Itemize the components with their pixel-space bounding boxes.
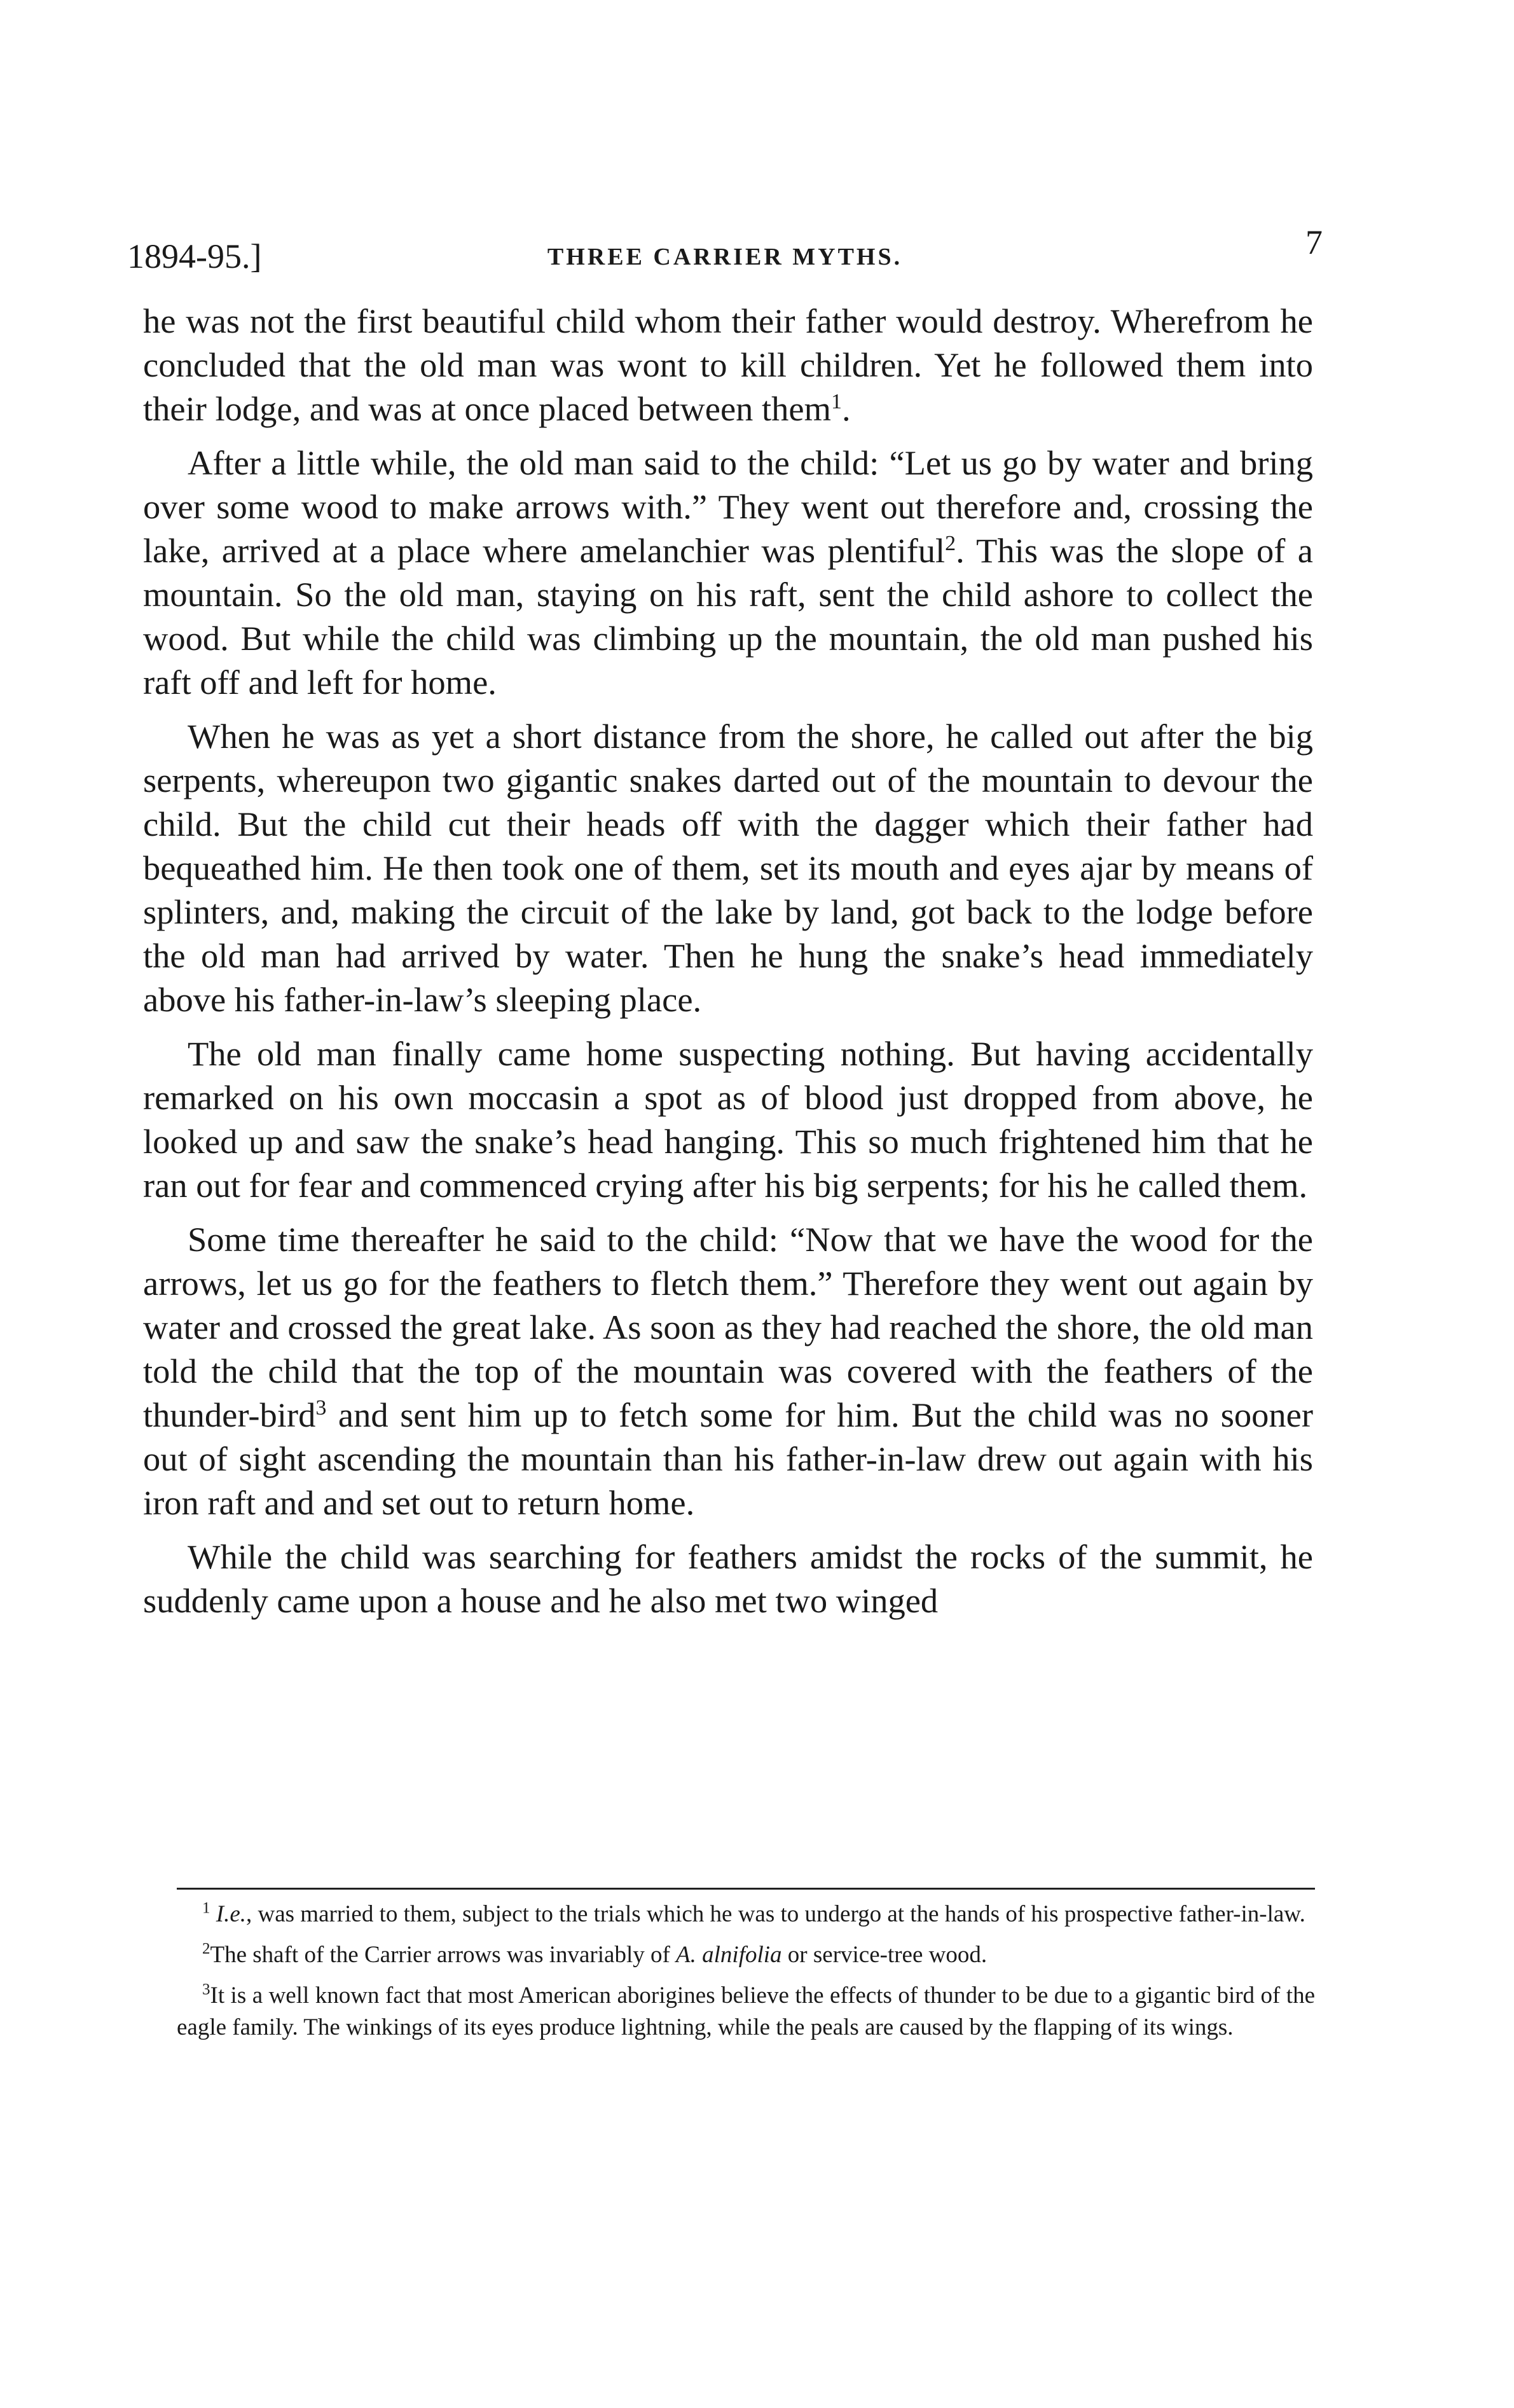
paragraph-4: The old man finally came home suspecting nothing. But having accidentally remarked on his own moccasin a spot as of blood just dropped from above, he looked up and saw the snake’s head hanging. This so much frightened him that he ran out for fear and commenced crying after his big serpents; for his he called them.: [143, 1034, 1313, 1205]
paragraph-1: he was not the first beautiful child whom their father would destroy. Wherefrom he concluded that the old man was wont to kill children. Yet he followed them into their lodge, and was at once placed between them$^1$.: [143, 301, 1313, 428]
paragraph-2: After a little while, the old man said to the child: “Let us go by water and bring over some wood to make arrows with.” They went out therefore and, crossing the lake, arrived at a place where amelanchier was plentiful$^2$. This was the slope of a mountain. So the old man, staying on his raft, sent the child ashore to collect the wood. But while the child was climbing up the mountain, the old man pushed his raft off and left for home.: [143, 443, 1313, 702]
paragraph-3: When he was as yet a short distance from the shore, he called out after the big serpents, whereupon two gigantic snakes darted out of the mountain to devour the child. But the child cut their heads off with the dagger which their father had bequeathed him. He then took one of them, set its mouth and eyes ajar by means of splinters, and, making the circuit of the lake by land, got back to the lodge before the old man had arrived by water. Then he hung the snake’s head immediately above his father-in-law’s sleeping place.: [143, 717, 1313, 1019]
paragraph-6: While the child was searching for feathers amidst the rocks of the summit, he suddenly came upon a house and he also met two winged: [143, 1537, 1313, 1620]
footnotes: [177, 1899, 1315, 2052]
page-number: 7: [1305, 223, 1323, 261]
footnote-2: $^2$The shaft of the Carrier arrows was invariably of A. alnifolia or service-tree wood.: [202, 1940, 988, 1968]
footnote-ref-3: 3: [315, 1395, 327, 1420]
main-text: [143, 299, 1313, 1633]
paragraph-5: Some time thereafter he said to the child: “Now that we have the wood for the arrows, let us go for the feathers to fletch them.” Therefore they went out again by water and crossed the great lake. As soon as they had reached the shore, the old man told the child that the top of the mountain was covered with the feathers of the thunder-bird$^3$ and sent him up to fetch some for him. But the child was no sooner out of sight ascending the mountain than his father-in-law drew out again with his iron raft and and set out to return home.: [143, 1220, 1313, 1522]
footnote-divider: [177, 1888, 1315, 1890]
footnote-3: $^3$It is a well known fact that most American aborigines believe the effects of thunder to be due to a gigantic bird of the eagle family. The winkings of its eyes produce lightning, while the peals are caused by the flapping of its wings.: [177, 1981, 1315, 2040]
volume-years: 1894-95.]: [127, 237, 262, 275]
footnote-ref-1: 1: [831, 389, 842, 413]
footnote-1: $^1$ I.e., was married to them, subject to the trials which he was to undergo at the hands of his prospective father-in-law.: [202, 1899, 1305, 1927]
running-header: [127, 223, 1323, 286]
footnote-ref-2: 2: [945, 531, 956, 555]
running-title: THREE CARRIER MYTHS.: [547, 244, 903, 270]
